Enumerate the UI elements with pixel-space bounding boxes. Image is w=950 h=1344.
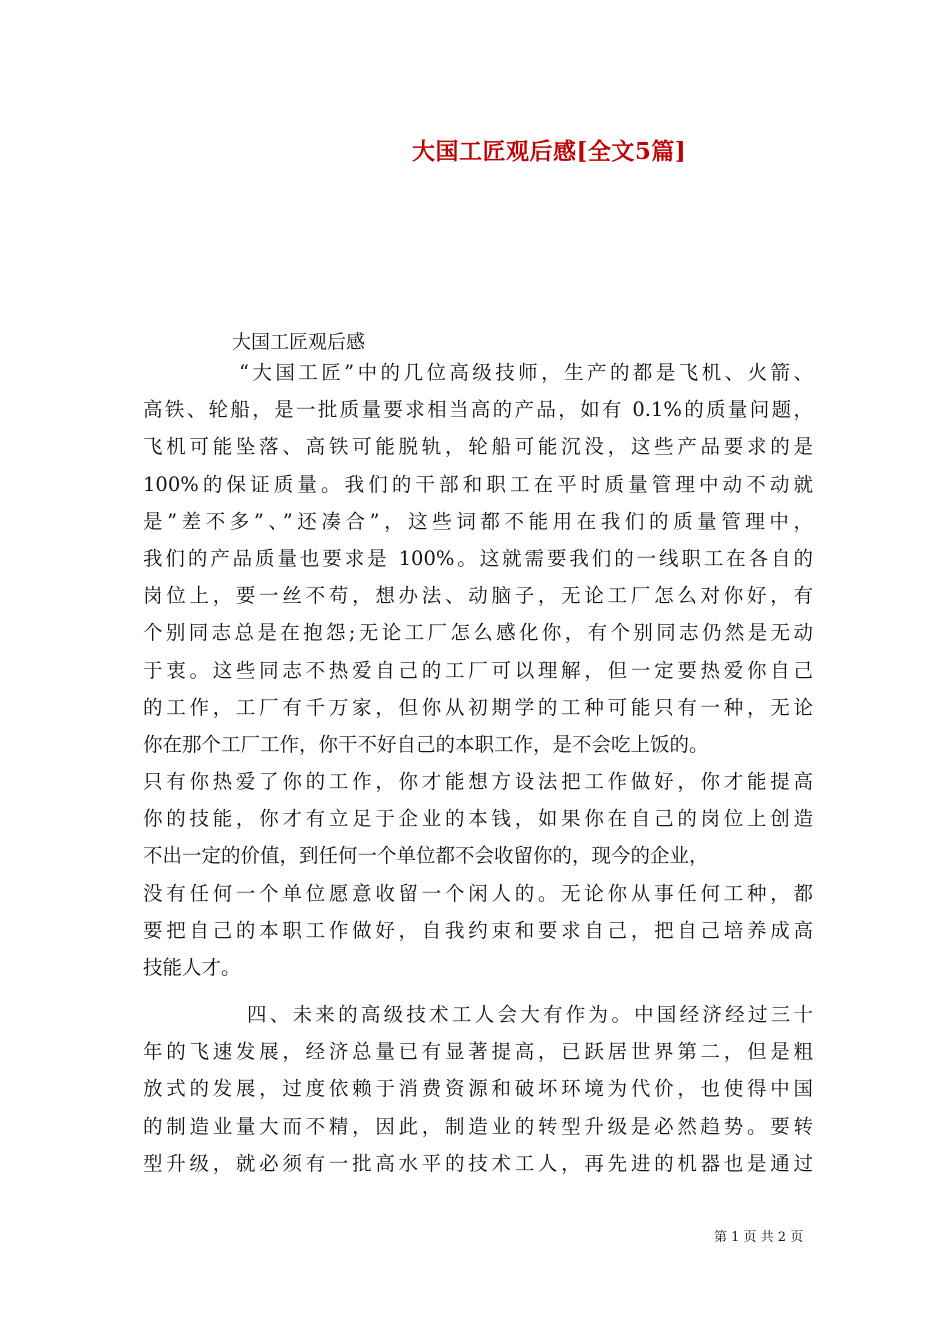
text-line: 四、未来的高级技术工人会大有作为。中国经济经过三十: [247, 1003, 813, 1026]
paragraph-1: [143, 354, 813, 986]
text-line: 不出一定的价值，到任何一个单位都不会收留你的，现今的企业，: [143, 844, 709, 868]
text-line: 的制造业量大而不精，因此，制造业的转型升级是必然趋势。要转: [143, 1114, 813, 1138]
document-title: 大国工匠观后感[全文5篇]: [412, 138, 687, 165]
text-line: 岗位上，要一丝不苟，想办法、动脑子，无论工厂怎么对你好，有: [143, 584, 813, 608]
text-line: 你的技能，你才有立足于企业的本钱，如果你在自己的岗位上创造: [143, 807, 813, 831]
text-line: 是”差不多”、”还凑合”，这些词都不能用在我们的质量管理中，: [143, 509, 813, 533]
text-line: 飞机可能坠落、高铁可能脱轨，轮船可能沉没，这些产品要求的是: [143, 435, 813, 459]
text-line: 我们的产品质量也要求是 100%。这就需要我们的一线职工在各自的: [143, 546, 813, 570]
page-footer: 第 1 页 共 2 页: [714, 1230, 804, 1245]
text-line: 100%的保证质量。我们的干部和职工在平时质量管理中动不动就: [143, 472, 813, 496]
text-line: “大国工匠”中的几位高级技师，生产的都是飞机、火箭、: [239, 361, 813, 384]
text-line: 型升级，就必须有一批高水平的技术工人，再先进的机器也是通过: [143, 1151, 813, 1175]
text-line: 放式的发展，过度依赖于消费资源和破坏环境为代价，也使得中国: [143, 1077, 813, 1101]
text-line: 个别同志总是在抱怨;无论工厂怎么感化你，有个别同志仍然是无动: [143, 621, 813, 645]
text-line: 要把自己的本职工作做好，自我约束和要求自己，把自己培养成高: [143, 918, 813, 942]
paragraph-2: [143, 996, 813, 1182]
text-line: 于衷。这些同志不热爱自己的工厂可以理解，但一定要热爱你自己: [143, 658, 813, 682]
text-line: 技能人才。: [143, 956, 241, 979]
text-line: 没有任何一个单位愿意收留一个闲人的。无论你从事任何工种，都: [143, 881, 813, 905]
text-line: 你在那个工厂工作，你干不好自己的本职工作，是不会吃上饭的。: [143, 732, 709, 756]
text-line: 高铁、轮船，是一批质量要求相当高的产品，如有 0.1%的质量问题，: [143, 398, 813, 422]
text-line: 只有你热爱了你的工作，你才能想方设法把工作做好，你才能提高: [143, 770, 813, 794]
document-subtitle: 大国工匠观后感: [232, 331, 366, 353]
text-line: 年的飞速发展，经济总量已有显著提高，已跃居世界第二，但是粗: [143, 1040, 813, 1064]
text-line: 的工作，工厂有千万家，但你从初期学的工种可能只有一种，无论: [143, 695, 813, 719]
